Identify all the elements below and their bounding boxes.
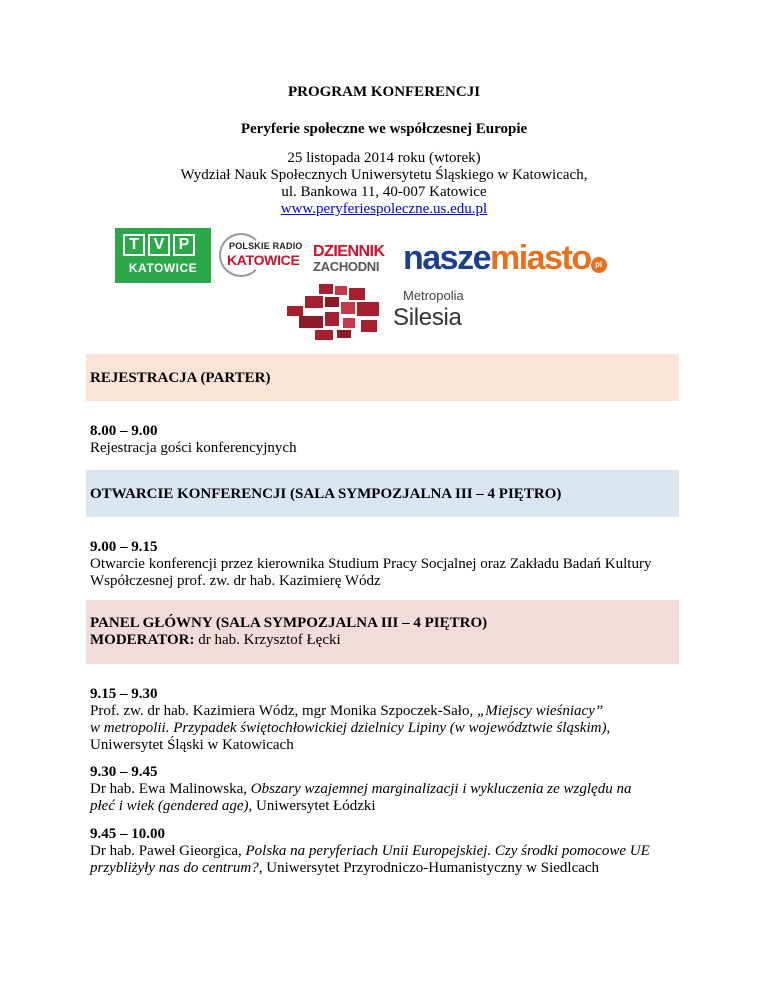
- talk-item: [90, 764, 690, 815]
- item-text-line: Współczesnej prof. zw. dr hab. Kazimierę Wódz: [90, 573, 381, 589]
- section-opening-title: OTWARCIE KONFERENCJI (SALA SYMPOZJALNA III – 4 PIĘTRO): [90, 486, 562, 502]
- metro-line1: Metropolia: [403, 288, 464, 303]
- naszemiasto-logo: [403, 238, 607, 278]
- section-panel: [86, 600, 679, 664]
- talk-affiliation: , Uniwersytet Łódzki: [248, 798, 376, 814]
- opening-item: [90, 539, 690, 590]
- conference-subtitle: Peryferie społeczne we współczesnej Europie: [240, 121, 528, 137]
- item-text: Rejestracja gości konferencyjnych: [90, 440, 297, 456]
- naszemiasto-part2: miasto: [490, 239, 591, 277]
- talk-item: [90, 826, 690, 877]
- metro-line2: Silesia: [393, 304, 462, 331]
- talk-affiliation: Uniwersytet Śląski w Katowicach: [90, 737, 294, 753]
- talk-authors: Dr hab. Paweł Gieorgica,: [90, 843, 246, 859]
- polskie-radio-logo: [217, 233, 307, 277]
- tvp-city: KATOWICE: [128, 261, 198, 275]
- dziennik-zachodni-logo: [313, 243, 405, 277]
- talk-title: „Miejscy wieśniacy”: [476, 703, 604, 719]
- item-time: 9.00 – 9.15: [90, 539, 158, 555]
- moderator-label: MODERATOR:: [90, 632, 195, 648]
- registration-item: [90, 423, 690, 457]
- naszemiasto-pl-badge: pl: [591, 257, 607, 273]
- talk-title: Obszary wzajemnej marginalizacji i wykluczenia ze względu na: [250, 781, 632, 797]
- talk-authors: Prof. zw. dr hab. Kazimiera Wódz, mgr Monika Szpoczek-Sało,: [90, 703, 477, 719]
- item-time: 8.00 – 9.00: [90, 423, 158, 439]
- radio-line1: POLSKIE RADIO: [229, 241, 303, 251]
- section-registration-title: REJESTRACJA (PARTER): [90, 370, 271, 386]
- talk-affiliation: , Uniwersytet Przyrodniczo-Humanistyczny w Siedlcach: [258, 860, 600, 876]
- talk-item: [90, 686, 690, 754]
- section-opening: [86, 470, 679, 517]
- conference-address: ul. Bankowa 11, 40-007 Katowice: [281, 184, 487, 200]
- moderator-name: dr hab. Krzysztof Łęcki: [194, 632, 341, 648]
- metropolia-silesia-logo: [285, 282, 485, 342]
- dziennik-line1: DZIENNIK: [313, 243, 385, 260]
- tvp-letter: P: [173, 234, 195, 256]
- talk-title: płeć i wiek (gendered age): [90, 798, 249, 814]
- item-time: 9.15 – 9.30: [90, 686, 158, 702]
- naszemiasto-part1: nasze: [403, 239, 490, 277]
- panel-moderator: [90, 632, 679, 649]
- metropolia-squares-icon: [285, 282, 395, 342]
- program-title: PROGRAM KONFERENCJI: [287, 84, 481, 100]
- tvp-letter: T: [123, 234, 145, 256]
- talk-title: w metropolii. Przypadek świętochłowickiej dzielnicy Lipiny (w województwie śląskim): [90, 720, 607, 736]
- item-text-line: Otwarcie konferencji przez kierownika Studium Pracy Socjalnej oraz Zakładu Badań Kultury: [90, 556, 652, 572]
- item-time: 9.45 – 10.00: [90, 826, 165, 842]
- dziennik-line2: ZACHODNI: [313, 259, 380, 274]
- talk-title: przybliżyły nas do centrum?: [90, 860, 259, 876]
- talk-title: Polska na peryferiach Unii Europejskiej. Czy środki pomocowe UE: [245, 843, 650, 859]
- website-link[interactable]: www.peryferiespoleczne.us.edu.pl: [280, 201, 488, 217]
- website-line: [0, 201, 768, 218]
- talk-punct: ,: [606, 720, 611, 736]
- tvp-letter: V: [148, 234, 170, 256]
- conference-venue: Wydział Nauk Społecznych Uniwersytetu Śląskiego w Katowicach,: [180, 167, 588, 183]
- section-panel-title: PANEL GŁÓWNY (SALA SYMPOZJALNA III – 4 PIĘTRO): [90, 615, 488, 631]
- tvp-katowice-logo: [115, 228, 211, 283]
- section-registration: [86, 354, 679, 401]
- conference-date: 25 listopada 2014 roku (wtorek): [287, 150, 481, 166]
- talk-authors: Dr hab. Ewa Malinowska,: [90, 781, 251, 797]
- item-time: 9.30 – 9.45: [90, 764, 158, 780]
- radio-line2: KATOWICE: [227, 252, 300, 268]
